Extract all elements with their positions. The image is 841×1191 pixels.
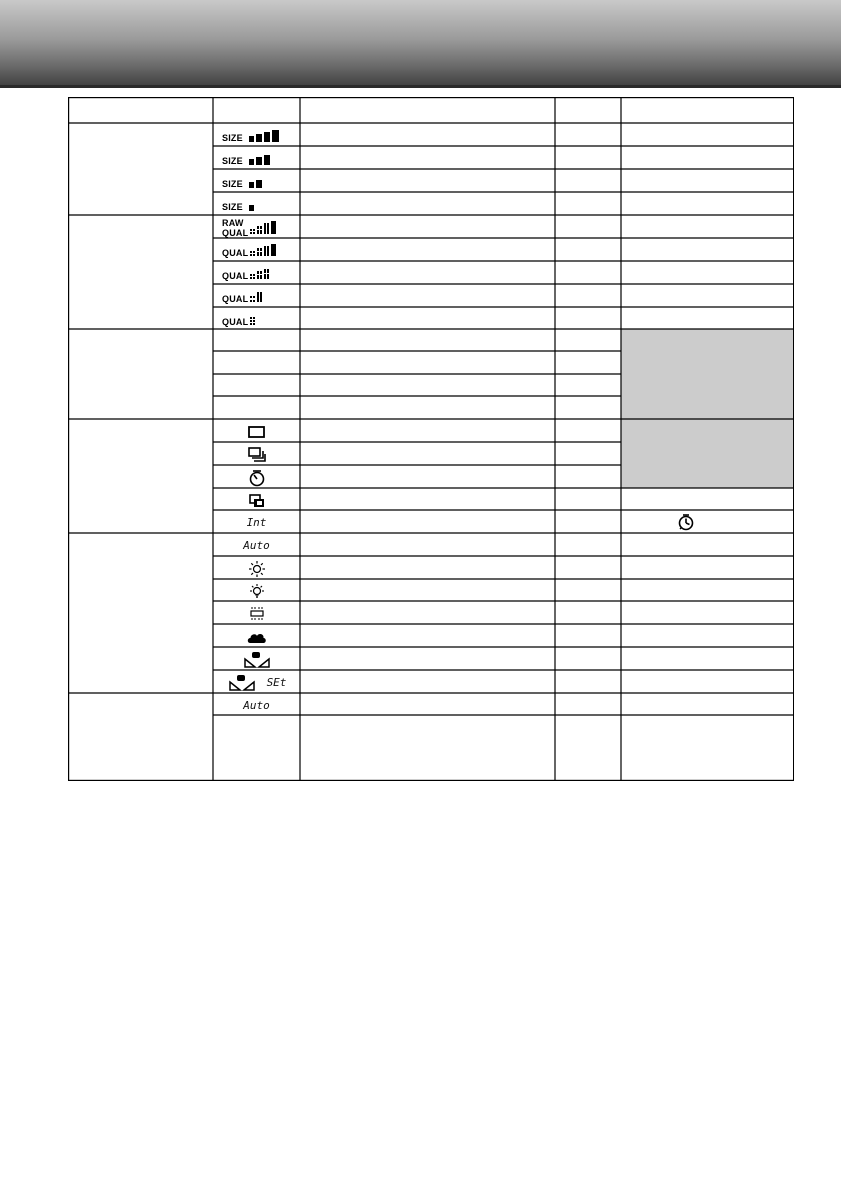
tungsten-icon <box>213 580 300 603</box>
custom-wb-set-icon: SEt <box>213 671 300 694</box>
auto-lcd-icon: Auto <box>243 699 270 712</box>
size-medium-icon <box>213 147 300 170</box>
settings-table <box>68 97 794 780</box>
interval-lcd-icon: Int <box>246 516 267 529</box>
svg-text:RAW: RAW <box>221 217 244 228</box>
quality-raw-icon <box>213 216 300 239</box>
svg-text:QUAL: QUAL <box>221 293 248 304</box>
cloudy-icon <box>213 625 300 648</box>
svg-text:QUAL: QUAL <box>221 270 248 281</box>
custom-wb-icon <box>213 648 300 671</box>
continuous-drive-icon <box>213 443 300 466</box>
self-timer-icon <box>213 466 300 489</box>
fluorescent-icon <box>213 602 300 625</box>
bracketing-icon <box>213 489 300 512</box>
quality-standard-icon <box>213 285 300 308</box>
interval-timer-icon <box>676 512 696 532</box>
svg-text:QUAL: QUAL <box>221 227 248 238</box>
svg-text:SIZE: SIZE <box>221 132 243 143</box>
shaded-cell <box>621 329 793 488</box>
svg-text:QUAL: QUAL <box>221 247 248 258</box>
size-small-icon <box>213 170 300 193</box>
quality-fine-icon <box>213 262 300 285</box>
page-header-band <box>0 0 841 88</box>
svg-text:SIZE: SIZE <box>221 178 243 189</box>
daylight-icon <box>213 557 300 580</box>
quality-economy-icon <box>213 308 300 331</box>
auto-lcd-icon: Auto <box>243 539 270 552</box>
size-smallest-icon <box>213 193 300 216</box>
size-large-icon <box>213 124 300 147</box>
quality-superfine-icon <box>213 239 300 262</box>
svg-text:QUAL: QUAL <box>221 316 248 327</box>
svg-text:SIZE: SIZE <box>221 155 243 166</box>
svg-text:SIZE: SIZE <box>221 201 243 212</box>
single-frame-icon <box>213 420 300 443</box>
table-grid-lines <box>68 97 794 781</box>
